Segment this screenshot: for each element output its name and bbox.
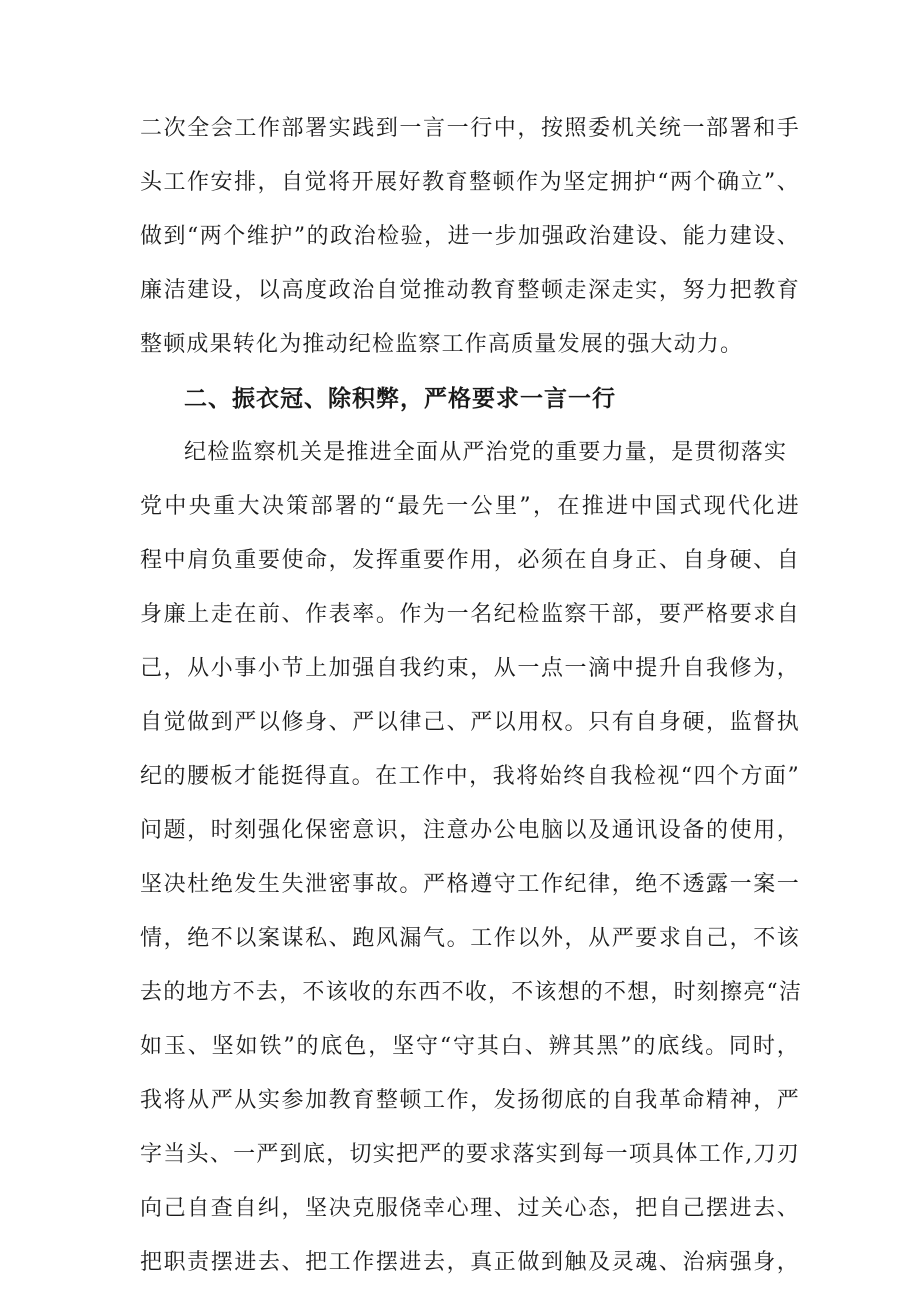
text-line: 做到“两个维护”的政治检验，进一步加强政治建设、能力建设、 [140,224,800,249]
text-line: 问题，时刻强化保密意识，注意办公电脑以及通讯设备的使用， [140,818,800,843]
text-line: 纪检监察机关是推进全面从严治党的重要力量，是贯彻落实 [184,440,788,465]
text-line: 整顿成果转化为推动纪检监察工作高质量发展的强大动力。 [140,332,744,357]
paragraph [140,426,803,1290]
text-line: 身廉上走在前、作表率。作为一名纪检监察干部，要严格要求自 [140,602,800,627]
text-line: 去的地方不去，不该收的东西不收，不该想的不想，时刻擦亮“洁 [140,980,803,1005]
text-line: 我将从严从实参加教育整顿工作，发扬彻底的自我革命精神，严 [140,1088,800,1113]
text-line: 字当头、一严到底，切实把严的要求落实到每一项具体工作,刀刃 [140,1142,800,1167]
text-line: 如玉、坚如铁”的底色，坚守“守其白、辨其黑”的底线。同时， [140,1034,800,1059]
text-line: 头工作安排，自觉将开展好教育整顿作为坚定拥护“两个确立”、 [140,170,800,195]
section-heading: 二、振衣冠、除积弊，严格要求一言一行 [184,386,616,412]
text-line: 己，从小事小节上加强自我约束，从一点一滴中提升自我修为， [140,656,800,681]
text-line: 二次全会工作部署实践到一言一行中，按照委机关统一部署和手 [140,116,800,141]
text-line: 把职责摆进去、把工作摆进去，真正做到触及灵魂、治病强身， [140,1250,800,1275]
text-line: 党中央重大决策部署的“最先一公里”，在推进中国式现代化进 [140,494,800,519]
paragraph [140,102,800,372]
text-line: 自觉做到严以修身、严以律己、严以用权。只有自身硬，监督执 [140,710,800,735]
text-line: 向己自查自纠，坚决克服侥幸心理、过关心态，把自己摆进去、 [140,1196,800,1221]
document-body [140,102,803,1290]
text-line: 程中肩负重要使命，发挥重要作用，必须在自身正、自身硬、自 [140,548,800,573]
text-line: 纪的腰板才能挺得直。在工作中，我将始终自我检视“四个方面” [140,764,800,789]
text-line: 情，绝不以案谋私、跑风漏气。工作以外，从严要求自己，不该 [140,926,800,951]
text-line: 坚决杜绝发生失泄密事故。严格遵守工作纪律，绝不透露一案一 [140,872,800,897]
text-line: 廉洁建设，以高度政治自觉推动教育整顿走深走实，努力把教育 [140,278,800,303]
